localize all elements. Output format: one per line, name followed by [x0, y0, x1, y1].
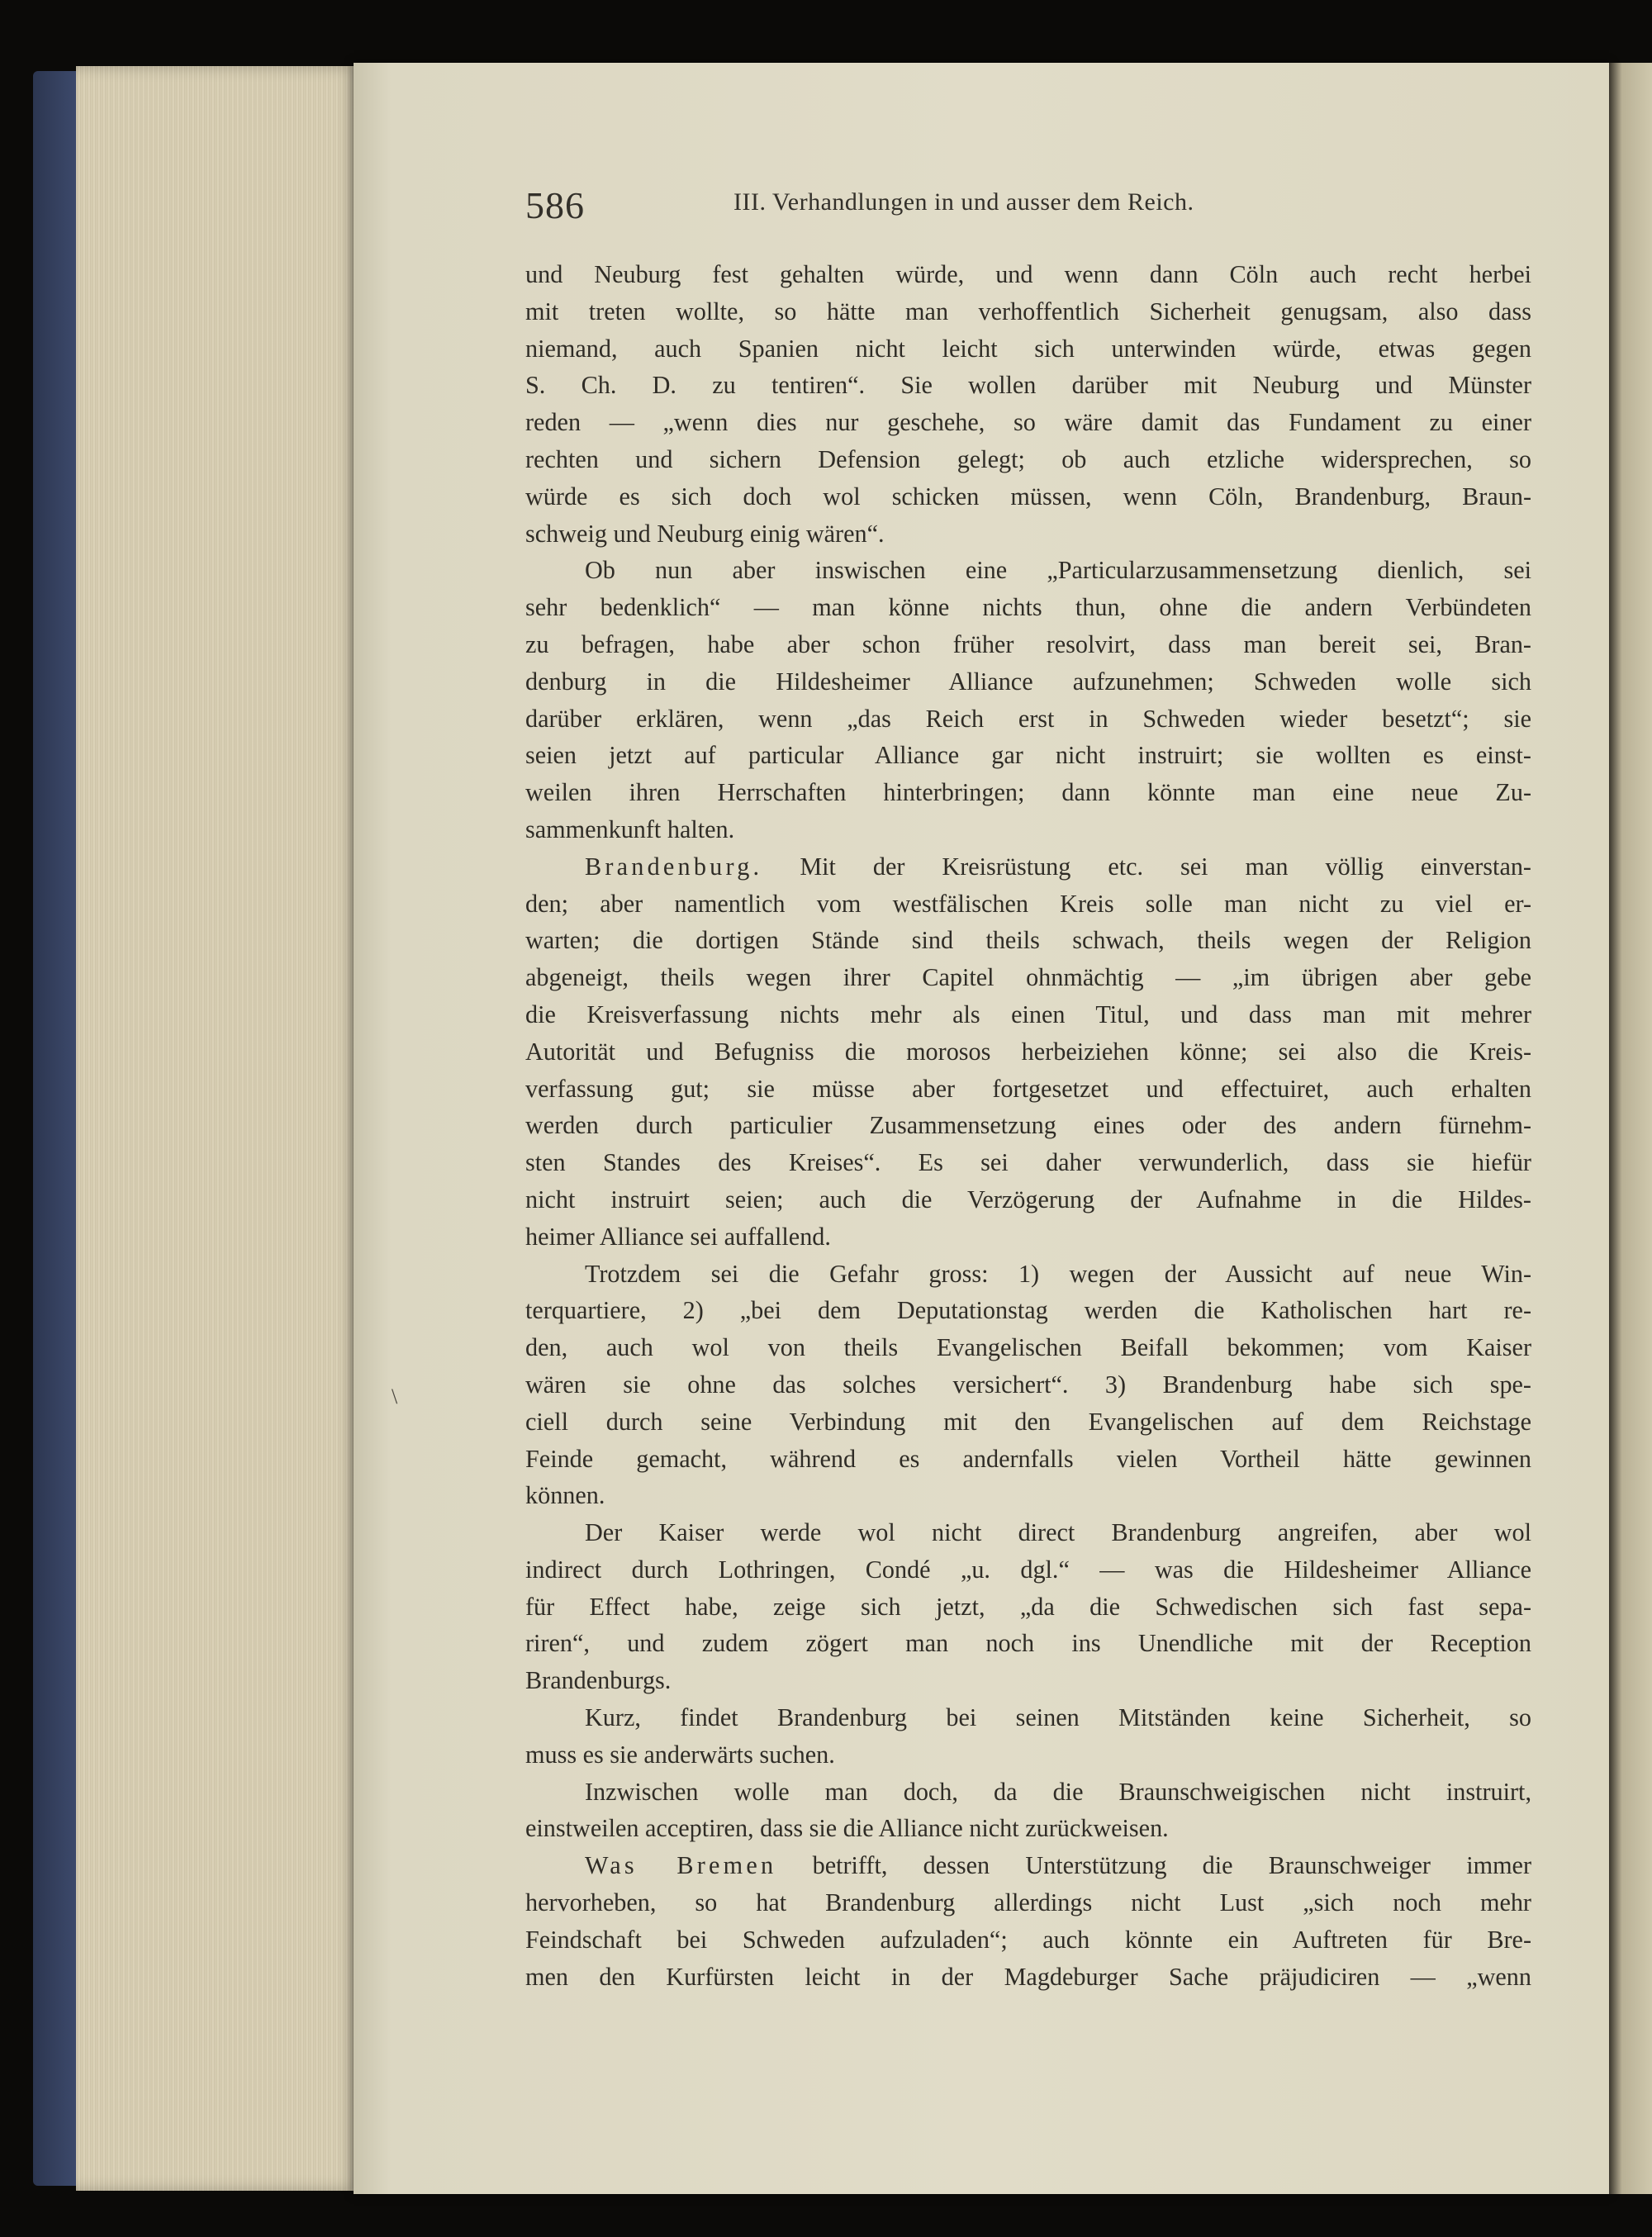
page-stack-edges [76, 66, 361, 2191]
text-line [525, 1071, 1531, 1108]
line-text: sammenkunft halten. [525, 815, 735, 843]
line-text: heimer Alliance sei auffallend. [525, 1222, 831, 1251]
text-line [525, 1403, 1531, 1441]
line-text: warten; die dortigen Stände sind theils schwach, theils wegen der Religion [525, 926, 1531, 955]
text-line [525, 996, 1531, 1033]
page-header [525, 183, 1533, 233]
text-line [525, 737, 1531, 774]
line-text: Trotzdem sei die Gefahr gross: 1) wegen der Aussicht auf neue Win- [585, 1259, 1531, 1288]
text-line [525, 552, 1531, 589]
line-text: nicht instruirt seien; auch die Verzögerung der Aufnahme in die Hildes- [525, 1185, 1531, 1213]
line-text: die Kreisverfassung nichts mehr als einen Titul, und dass man mit mehrer [525, 1000, 1531, 1028]
text-line [525, 1774, 1531, 1811]
text-line [525, 1699, 1531, 1736]
line-text: ciell durch seine Verbindung mit den Evangelischen auf dem Reichstage [525, 1407, 1531, 1436]
text-line [525, 589, 1531, 626]
text-line [525, 1551, 1531, 1589]
line-text: Kurz, findet Brandenburg bei seinen Mitständen keine Sicherheit, so [585, 1703, 1531, 1732]
text-line [525, 441, 1531, 478]
line-text: Brandenburgs. [525, 1666, 672, 1695]
text-line [525, 1662, 1531, 1699]
line-text: würde es sich doch wol schicken müssen, wenn Cöln, Brandenburg, Braun- [525, 482, 1531, 511]
line-text: indirect durch Lothringen, Condé „u. dgl.“ — was die Hildesheimer Alliance [525, 1555, 1531, 1584]
text-line [525, 1033, 1531, 1071]
line-text: können. [525, 1481, 605, 1510]
text-line [525, 701, 1531, 738]
text-line [525, 1736, 1531, 1774]
line-text: Mit der Kreisrüstung etc. sei man völlig einverstan- [800, 852, 1531, 881]
text-line [525, 293, 1531, 330]
line-text: denburg in die Hildesheimer Alliance aufzunehmen; Schweden wolle sich [525, 667, 1531, 696]
text-line [525, 886, 1531, 923]
line-text: S. Ch. D. zu tentiren“. Sie wollen darüber mit Neuburg und Münster [525, 371, 1531, 400]
text-line [525, 959, 1531, 996]
text-line [525, 1589, 1531, 1626]
text-line [525, 663, 1531, 701]
line-text: sehr bedenklich“ — man könne nichts thun, ohne die andern Verbündeten [525, 593, 1531, 622]
text-line [525, 1847, 1531, 1884]
line-text: Autorität und Befugniss die morosos herbeiziehen könne; sei also die Kreis- [525, 1037, 1531, 1066]
text-line [525, 626, 1531, 663]
text-line [525, 922, 1531, 959]
text-line [525, 515, 1531, 553]
text-line [525, 1959, 1531, 1996]
line-text: rechten und sichern Defension gelegt; ob auch etzliche widersprechen, so [525, 444, 1531, 473]
line-text: einstweilen acceptiren, dass sie die Alliance nicht zurückweisen. [525, 1814, 1169, 1843]
line-text: sten Standes des Kreises“. Es sei daher verwunderlich, dass sie hiefür [525, 1148, 1531, 1177]
line-text: men den Kurfürsten leicht in der Magdeburger Sache präjudiciren — „wenn [525, 1962, 1531, 1991]
text-line [525, 1329, 1531, 1366]
line-text: den; aber namentlich vom westfälischen Kreis solle man nicht zu viel er- [525, 889, 1531, 918]
text-line [525, 1810, 1531, 1847]
line-text: Feindschaft bei Schweden aufzuladen“; auch könnte ein Auftreten für Bre- [525, 1925, 1531, 1954]
line-text: abgeneigt, theils wegen ihrer Capitel ohnmächtig — „im übrigen aber gebe [525, 963, 1531, 992]
line-text: Inzwischen wolle man doch, da die Braunschweigischen nicht instruirt, [585, 1777, 1531, 1806]
line-text: und Neuburg fest gehalten würde, und wenn dann Cöln auch recht herbei [525, 260, 1531, 288]
line-text: niemand, auch Spanien nicht leicht sich unterwinden würde, etwas gegen [525, 334, 1531, 363]
line-text: reden — „wenn dies nur geschehe, so wäre damit das Fundament zu einer [525, 408, 1531, 437]
text-line [525, 256, 1531, 293]
text-line [525, 1181, 1531, 1218]
text-line [525, 1107, 1531, 1144]
page-number: 586 [525, 184, 585, 226]
line-text: darüber erklären, wenn „das Reich erst in Schweden wieder besetzt“; sie [525, 704, 1531, 733]
speaker-name: Brandenburg. [585, 852, 763, 881]
text-line [525, 404, 1531, 441]
text-line [525, 367, 1531, 404]
text-line [525, 1921, 1531, 1959]
line-text: muss es sie anderwärts suchen. [525, 1740, 835, 1769]
text-line [525, 1218, 1531, 1256]
line-text: riren“, und zudem zögert man noch ins Unendliche mit der Reception [525, 1629, 1531, 1658]
text-line [525, 1625, 1531, 1662]
text-line [525, 1292, 1531, 1329]
text-line [525, 330, 1531, 368]
text-line [525, 1144, 1531, 1181]
text-line [525, 478, 1531, 515]
body-text [525, 256, 1531, 1995]
text-line [525, 1477, 1531, 1514]
text-line [525, 1441, 1531, 1478]
line-text: mit treten wollte, so hätte man verhoffentlich Sicherheit genugsam, also dass [525, 297, 1531, 325]
text-line [525, 811, 1531, 848]
line-text: seien jetzt auf particular Alliance gar nicht instruirt; sie wollten es einst- [525, 741, 1531, 770]
line-text: schweig und Neuburg einig wären“. [525, 519, 885, 548]
text-line [525, 1256, 1531, 1293]
line-text: verfassung gut; sie müsse aber fortgesetzet und effectuiret, auch erhalten [525, 1074, 1531, 1103]
line-text: Ob nun aber inswischen eine „Particularzusammensetzung dienlich, sei [585, 556, 1531, 585]
line-text: für Effect habe, zeige sich jetzt, „da die Schwedischen sich fast sepa- [525, 1592, 1531, 1621]
speaker-name: Was Bremen [585, 1851, 777, 1880]
text-line [525, 1884, 1531, 1921]
margin-mark: \ [392, 1384, 398, 1408]
line-text: den, auch wol von theils Evangelischen Beifall bekommen; vom Kaiser [525, 1333, 1531, 1362]
text-line [525, 848, 1531, 886]
line-text: betrifft, dessen Unterstützung die Braunschweiger immer [812, 1851, 1531, 1880]
running-head: III. Verhandlungen in und ausser dem Reich. [733, 188, 1194, 216]
text-line [525, 1366, 1531, 1403]
text-line [525, 1514, 1531, 1551]
line-text: hervorheben, so hat Brandenburg allerdings nicht Lust „sich noch mehr [525, 1888, 1531, 1917]
facing-page-edge [1609, 63, 1652, 2194]
line-text: wären sie ohne das solches versichert“. 3) Brandenburg habe sich spe- [525, 1370, 1531, 1399]
line-text: Der Kaiser werde wol nicht direct Brandenburg angreifen, aber wol [585, 1518, 1531, 1547]
line-text: weilen ihren Herrschaften hinterbringen; dann könnte man eine neue Zu- [525, 778, 1531, 807]
line-text: werden durch particulier Zusammensetzung eines oder des andern fürnehm- [525, 1111, 1531, 1140]
text-line [525, 774, 1531, 811]
line-text: terquartiere, 2) „bei dem Deputationstag werden die Katholischen hart re- [525, 1296, 1531, 1325]
line-text: Feinde gemacht, während es andernfalls vielen Vortheil hätte gewinnen [525, 1444, 1531, 1473]
line-text: zu befragen, habe aber schon früher resolvirt, dass man bereit sei, Bran- [525, 629, 1531, 658]
